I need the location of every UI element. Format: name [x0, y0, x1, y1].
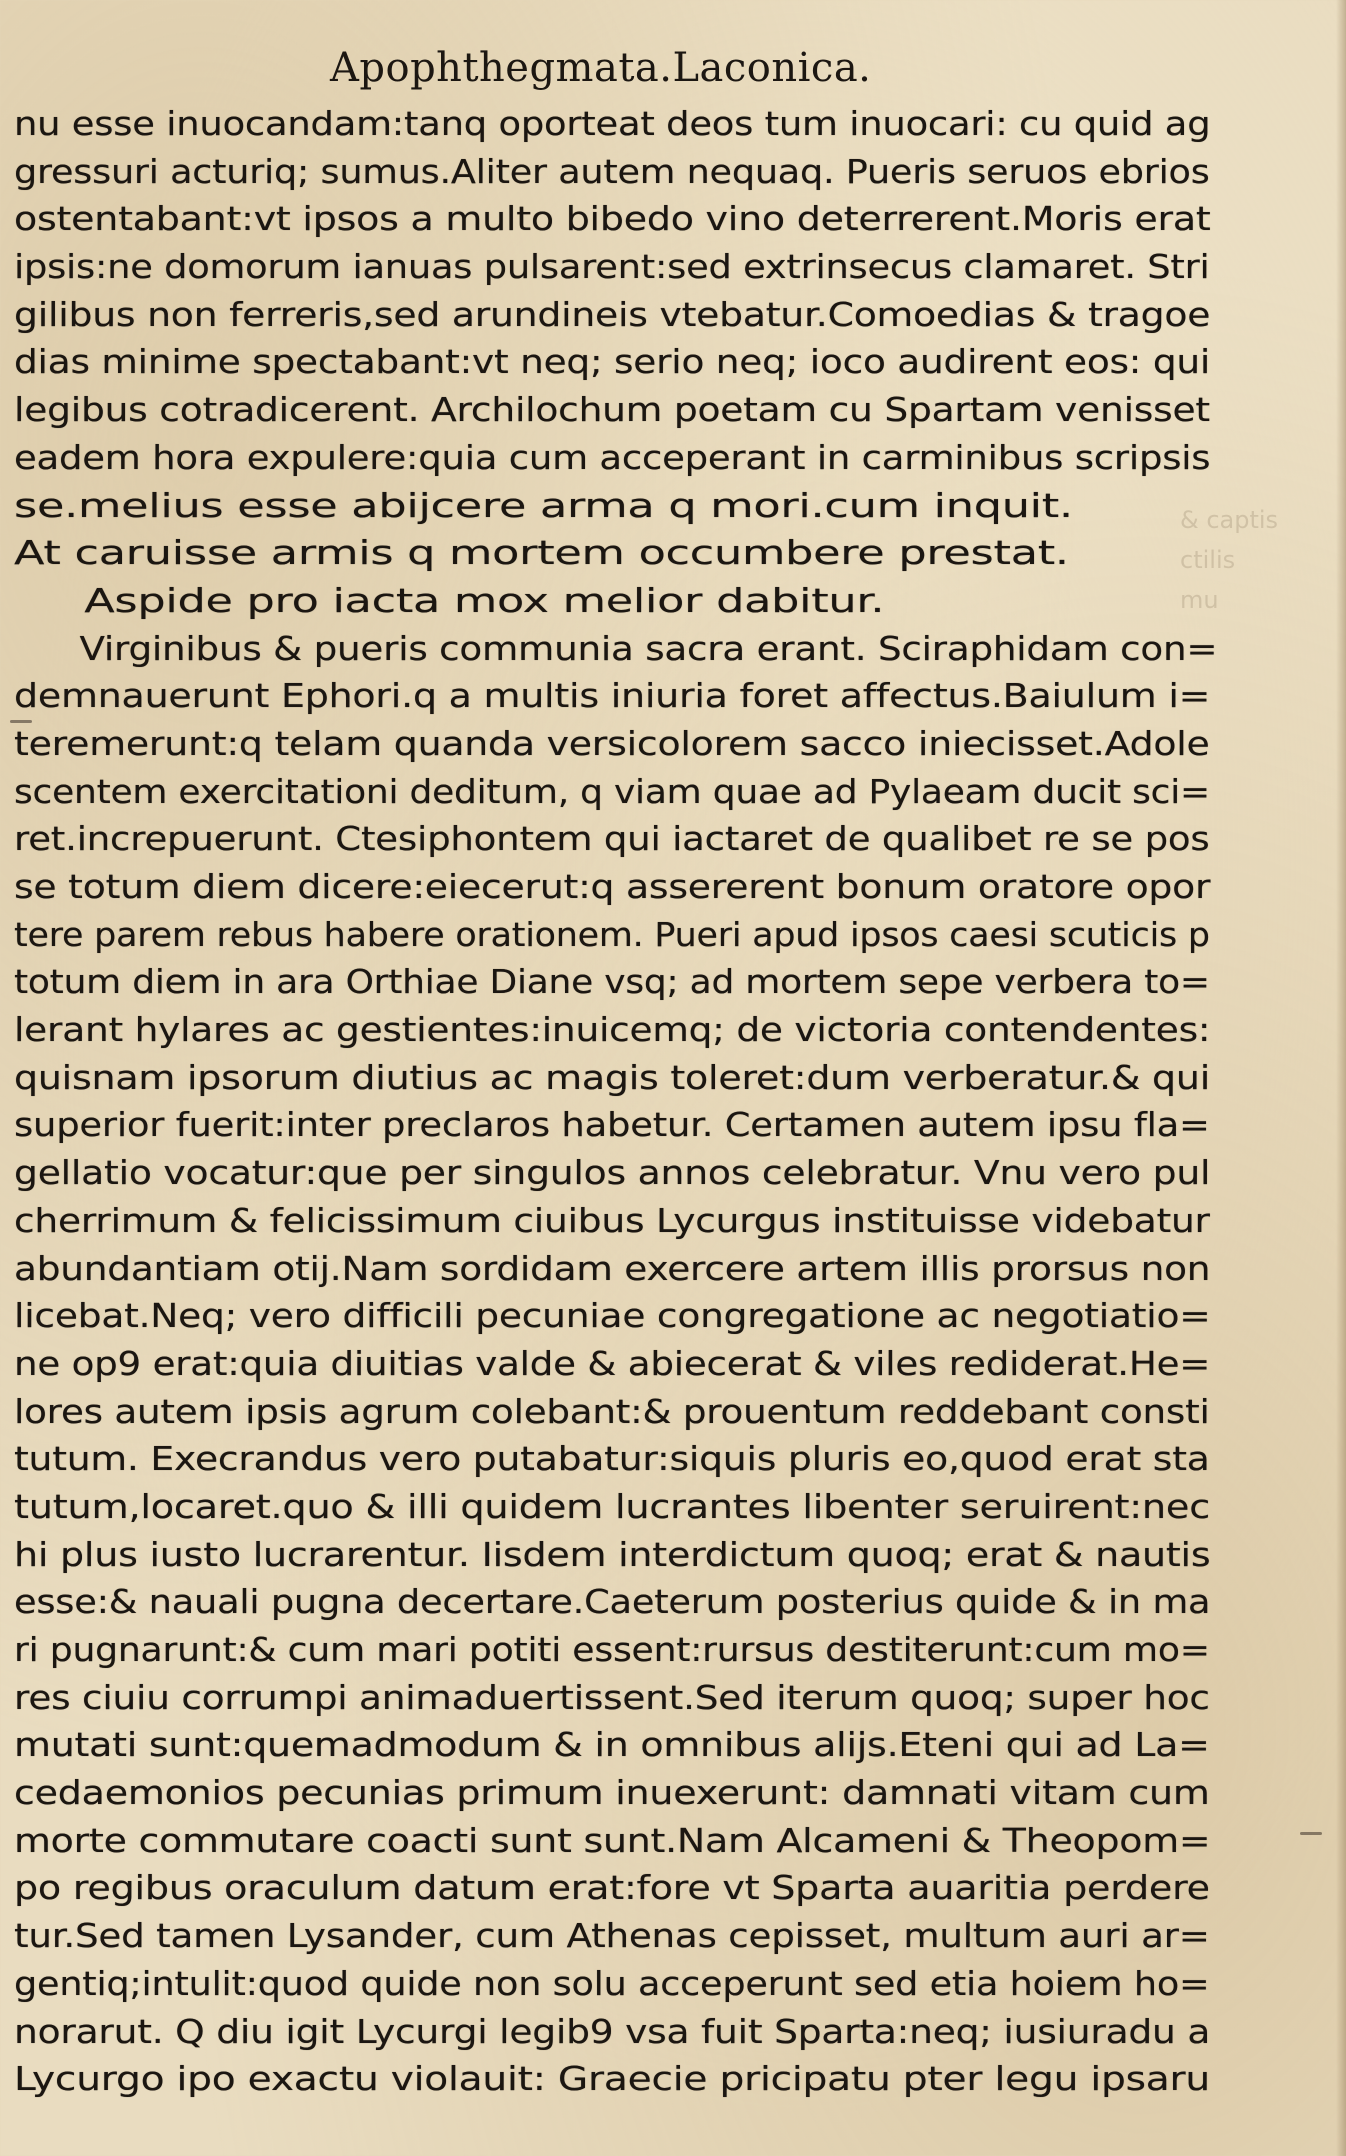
text-line: mutati sunt:quemadmodum & in omnibus alijs.Eteni qui ad La=: [14, 1725, 1210, 1765]
text-line: quisnam ipsorum diutius ac magis toleret:dum verberatur.& qui: [14, 1057, 1211, 1097]
verse-line: Aspide pro iacta mox melior dabitur.: [84, 580, 885, 620]
text-line: se totum diem dicere:eiecerut:q assererent bonum oratore opor: [14, 867, 1211, 906]
text-line: gentiq;intulit:quod quide non solu acceperunt sed etia hoiem ho=: [14, 1963, 1210, 2003]
text-line: esse:& nauali pugna decertare.Caeterum posterius quide & in ma: [14, 1582, 1211, 1622]
text-line: tur.Sed tamen Lysander, cum Athenas cepisset, multum auri ar=: [14, 1916, 1210, 1956]
text-line: po regibus oraculum datum erat:fore vt Sparta auaritia perdere: [14, 1868, 1210, 1908]
text-line: Lycurgo ipo exactu violauit: Graecie pricipatu pter legu ipsaru: [14, 2059, 1210, 2099]
text-line: legibus cotradicerent. Archilochum poetam cu Spartam venisset: [14, 390, 1210, 430]
text-line: hi plus iusto lucrarentur. Iisdem interdictum quoq; erat & nautis: [14, 1534, 1211, 1574]
text-line: scentem exercitationi deditum, q viam quae ad Pylaeam ducit sci=: [14, 771, 1210, 811]
running-head: Apophthegmata.Laconica.: [330, 45, 872, 91]
text-line: cedaemonios pecunias primum inuexerunt: damnati vitam cum: [14, 1773, 1210, 1813]
text-line: lerant hylares ac gestientes:inuicemq; de victoria contendentes:: [14, 1010, 1211, 1050]
text-line: demnauerunt Ephori.q a multis iniuria foret affectus.Baiulum i=: [14, 676, 1211, 716]
text-line: cherrimum & felicissimum ciuibus Lycurgus instituisse videbatur: [14, 1200, 1210, 1240]
text-line: ret.increpuerunt. Ctesiphontem qui iactaret de qualibet re se pos: [14, 819, 1210, 859]
text-line: dias minime spectabant:vt neq; serio neq; ioco audirent eos: qui: [14, 342, 1211, 382]
text-line: ne op9 erat:quia diuitias valde & abiecerat & viles rediderat.He=: [14, 1343, 1211, 1383]
text-line: gilibus non ferreris,sed arundineis vtebatur.Comoedias & tragoe: [14, 294, 1211, 334]
text-line: nu esse inuocandam:tanq oporteat deos tum inuocari: cu quid ag: [14, 104, 1211, 143]
paragraph-start-line: Virginibus & pueris communia sacra erant. Sciraphidam con=: [79, 628, 1218, 668]
text-line: morte commutare coacti sunt sunt.Nam Alcameni & Theopom=: [14, 1820, 1211, 1860]
text-line: licebat.Neq; vero difficili pecuniae congregatione ac negotiatio=: [14, 1296, 1211, 1336]
text-line: ostentabant:vt ipsos a multo bibedo vino deterrerent.Moris erat: [14, 199, 1211, 239]
text-line: ipsis:ne domorum ianuas pulsarent:sed extrinsecus clamaret. Stri: [14, 247, 1210, 287]
text-line: se.melius esse abijcere arma q mori.cum inquit.: [14, 485, 1073, 525]
text-line: tutum. Execrandus vero putabatur:siquis pluris eo,quod erat sta: [14, 1439, 1210, 1479]
text-line: totum diem in ara Orthiae Diane vsq; ad mortem sepe verbera to=: [14, 962, 1210, 1002]
verse-line: At caruisse armis q mortem occumbere prestat.: [14, 533, 1069, 573]
text-line: abundantiam otij.Nam sordidam exercere artem illis prorsus non: [14, 1248, 1211, 1288]
text-line: res ciuiu corrumpi animaduertissent.Sed iterum quoq; super hoc: [14, 1677, 1210, 1717]
text-line: lores autem ipsis agrum colebant:& prouentum reddebant consti: [14, 1391, 1210, 1431]
text-block: [14, 100, 1218, 2103]
text-line: ri pugnarunt:& cum mari potiti essent:rursus destiterunt:cum mo=: [14, 1630, 1210, 1669]
show-through-text: mu: [1180, 586, 1219, 614]
text-line: teremerunt:q telam quanda versicolorem sacco iniecisset.Adole: [14, 723, 1210, 763]
text-line: tutum,locaret.quo & illi quidem lucrantes libenter seruirent:nec: [14, 1486, 1210, 1526]
text-line: eadem hora expulere:quia cum acceperant in carminibus scripsis: [14, 437, 1211, 477]
show-through-text: ctilis: [1180, 546, 1236, 574]
text-line: superior fuerit:inter preclaros habetur. Certamen autem ipsu fla=: [14, 1105, 1210, 1145]
text-line: tere parem rebus habere orationem. Pueri apud ipsos caesi scuticis p: [14, 914, 1210, 954]
text-line: norarut. Q diu igit Lycurgi legib9 vsa fuit Sparta:neq; iusiuradu a: [14, 2011, 1211, 2051]
show-through-text: & captis: [1180, 506, 1279, 534]
text-line: gressuri acturiq; sumus.Aliter autem nequaq. Pueris seruos ebrios: [14, 151, 1210, 191]
text-line: gellatio vocatur:que per singulos annos celebratur. Vnu vero pul: [14, 1153, 1211, 1193]
